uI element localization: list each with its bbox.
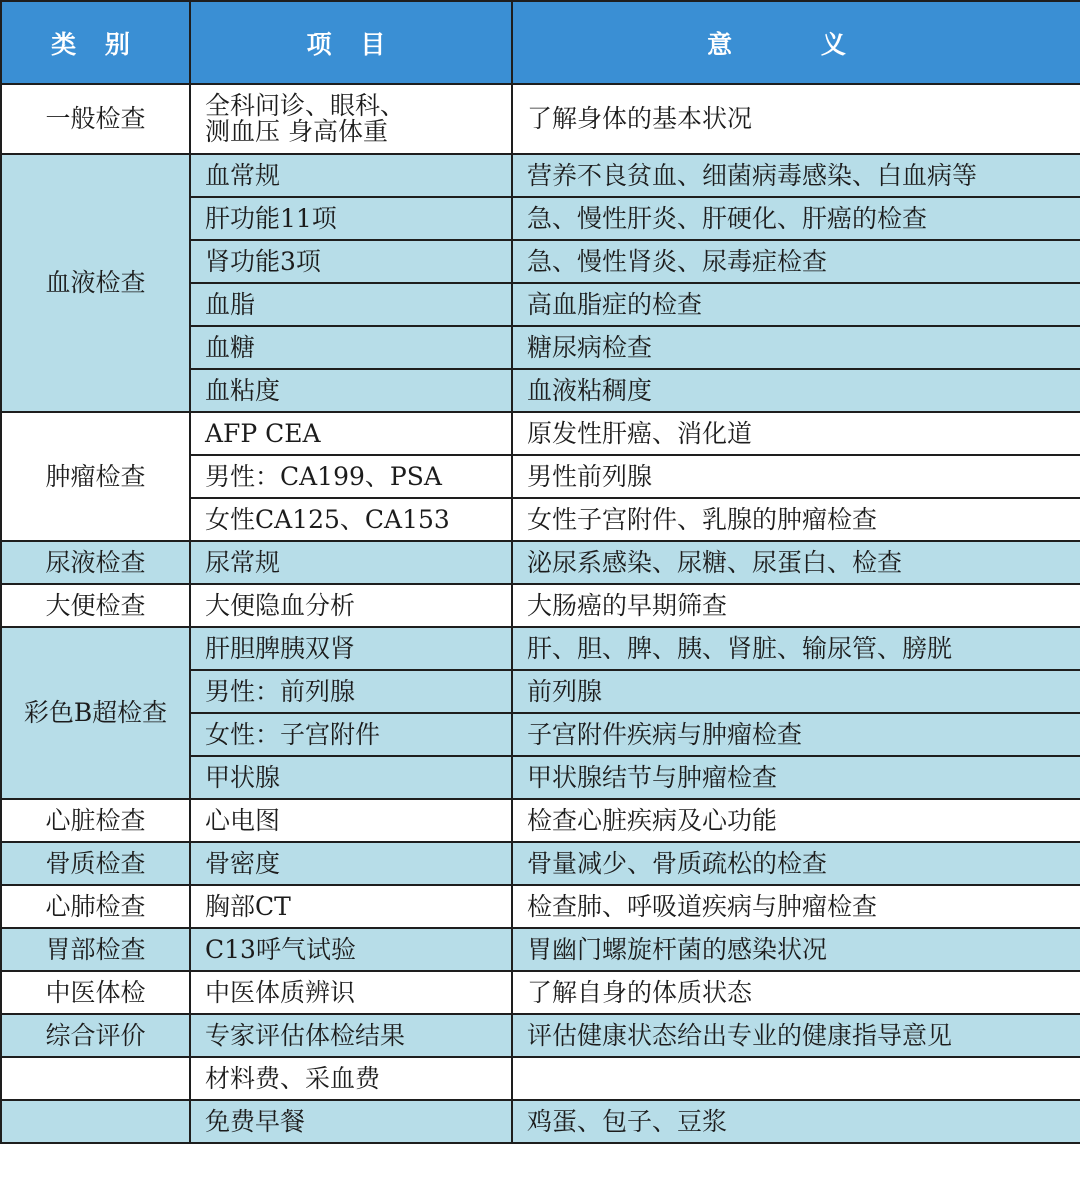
table-row <box>1 842 1080 885</box>
meaning-cell: 鸡蛋、包子、豆浆 <box>512 1100 1080 1143</box>
category-cell: 彩色B超检查 <box>1 627 190 799</box>
item-cell: 男性：前列腺 <box>190 670 512 713</box>
item-cell: 血粘度 <box>190 369 512 412</box>
meaning-cell: 糖尿病检查 <box>512 326 1080 369</box>
meaning-cell: 骨量减少、骨质疏松的检查 <box>512 842 1080 885</box>
meaning-cell: 泌尿系感染、尿糖、尿蛋白、检查 <box>512 541 1080 584</box>
meaning-cell: 血液粘稠度 <box>512 369 1080 412</box>
table-row <box>1 885 1080 928</box>
category-cell <box>1 1057 190 1100</box>
meaning-cell: 子宫附件疾病与肿瘤检查 <box>512 713 1080 756</box>
meaning-cell: 检查心脏疾病及心功能 <box>512 799 1080 842</box>
meaning-cell: 肝、胆、脾、胰、肾脏、输尿管、膀胱 <box>512 627 1080 670</box>
item-cell: 甲状腺 <box>190 756 512 799</box>
table-row <box>1 799 1080 842</box>
category-cell: 尿液检查 <box>1 541 190 584</box>
table-row <box>1 154 1080 197</box>
item-cell: 血脂 <box>190 283 512 326</box>
meaning-cell: 检查肺、呼吸道疾病与肿瘤检查 <box>512 885 1080 928</box>
header-meaning: 意 义 <box>512 1 1080 84</box>
item-cell: 男性：CA199、PSA <box>190 455 512 498</box>
table-row <box>1 1057 1080 1100</box>
table-row <box>1 541 1080 584</box>
category-cell: 中医体检 <box>1 971 190 1014</box>
category-cell: 心肺检查 <box>1 885 190 928</box>
item-cell: 免费早餐 <box>190 1100 512 1143</box>
category-cell: 骨质检查 <box>1 842 190 885</box>
meaning-cell: 原发性肝癌、消化道 <box>512 412 1080 455</box>
item-cell: 女性：子宫附件 <box>190 713 512 756</box>
category-cell: 血液检查 <box>1 154 190 412</box>
meaning-cell: 了解自身的体质状态 <box>512 971 1080 1014</box>
meaning-cell: 大肠癌的早期筛查 <box>512 584 1080 627</box>
category-cell <box>1 1100 190 1143</box>
meaning-cell: 高血脂症的检查 <box>512 283 1080 326</box>
category-cell: 大便检查 <box>1 584 190 627</box>
item-cell: 女性CA125、CA153 <box>190 498 512 541</box>
header-category: 类 别 <box>1 1 190 84</box>
meaning-cell: 前列腺 <box>512 670 1080 713</box>
item-cell: 专家评估体检结果 <box>190 1014 512 1057</box>
meaning-cell: 女性子宫附件、乳腺的肿瘤检查 <box>512 498 1080 541</box>
item-cell: 大便隐血分析 <box>190 584 512 627</box>
table-row <box>1 627 1080 670</box>
category-cell: 胃部检查 <box>1 928 190 971</box>
item-cell: 血常规 <box>190 154 512 197</box>
item-line: 测血压 身高体重 <box>205 117 388 146</box>
category-cell: 一般检查 <box>1 84 190 154</box>
table-row <box>1 412 1080 455</box>
table-row <box>1 971 1080 1014</box>
item-cell <box>190 84 512 154</box>
meaning-cell: 胃幽门螺旋杆菌的感染状况 <box>512 928 1080 971</box>
table-row <box>1 1100 1080 1143</box>
category-cell: 肿瘤检查 <box>1 412 190 541</box>
item-cell: 胸部CT <box>190 885 512 928</box>
meaning-cell: 了解身体的基本状况 <box>512 84 1080 154</box>
item-cell: 肝胆脾胰双肾 <box>190 627 512 670</box>
table-row <box>1 84 1080 154</box>
item-cell: 骨密度 <box>190 842 512 885</box>
item-cell: 血糖 <box>190 326 512 369</box>
meaning-cell <box>512 1057 1080 1100</box>
header-item: 项 目 <box>190 1 512 84</box>
item-cell: AFP CEA <box>190 412 512 455</box>
meaning-cell: 男性前列腺 <box>512 455 1080 498</box>
meaning-cell: 甲状腺结节与肿瘤检查 <box>512 756 1080 799</box>
table-row <box>1 584 1080 627</box>
item-cell: 尿常规 <box>190 541 512 584</box>
meaning-cell: 急、慢性肾炎、尿毒症检查 <box>512 240 1080 283</box>
item-cell: 肾功能3项 <box>190 240 512 283</box>
meaning-cell: 评估健康状态给出专业的健康指导意见 <box>512 1014 1080 1057</box>
table-row <box>1 1014 1080 1057</box>
category-cell: 心脏检查 <box>1 799 190 842</box>
item-cell: 中医体质辨识 <box>190 971 512 1014</box>
item-cell: C13呼气试验 <box>190 928 512 971</box>
item-cell: 材料费、采血费 <box>190 1057 512 1100</box>
header-row <box>1 1 1080 84</box>
category-cell: 综合评价 <box>1 1014 190 1057</box>
meaning-cell: 营养不良贫血、细菌病毒感染、白血病等 <box>512 154 1080 197</box>
item-cell: 肝功能11项 <box>190 197 512 240</box>
item-cell: 心电图 <box>190 799 512 842</box>
item-line: 全科问诊、眼科、 <box>205 91 406 120</box>
meaning-cell: 急、慢性肝炎、肝硬化、肝癌的检查 <box>512 197 1080 240</box>
table-row <box>1 928 1080 971</box>
